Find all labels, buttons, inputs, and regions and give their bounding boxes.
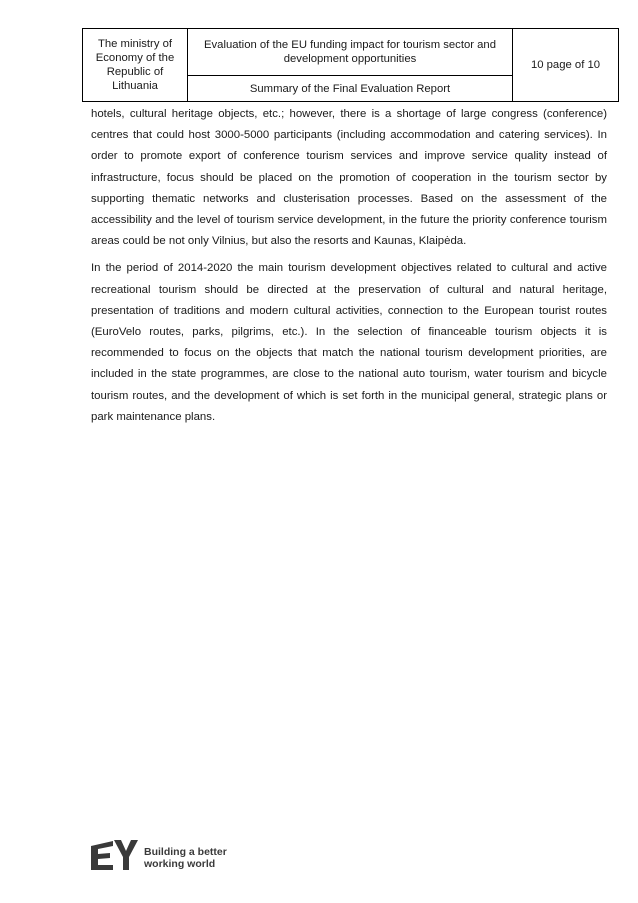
report-title: Evaluation of the EU funding impact for tourism sector and development opportunities <box>188 29 513 76</box>
ey-letter-y <box>114 840 138 870</box>
paragraph: hotels, cultural heritage objects, etc.; however, there is a shortage of large congress (conference) centres that could host 3000-5000 participants (including accommodation and catering services). In order to promote export of conference tourism services and improve service quality instead of infrastructure, focus should be placed on the promotion of cooperation in the tourism sector by supporting thematic networks and clusterisation processes. Based on the assessment of the accessibility and the level of tourism service development, in the future the priority conference tourism areas could be not only Vilnius, but also the resorts and Kaunas, Klaipėda. <box>91 108 607 248</box>
report-subtitle: Summary of the Final Evaluation Report <box>188 76 513 102</box>
tagline-line1: Building a better <box>144 846 227 858</box>
paragraph: In the period of 2014-2020 the main tourism development objectives related to cultural and active recreational tourism should be directed at the preservation of cultural and natural heritage, presentation of traditions and modern cultural activities, connection to the European tourist routes (EuroVelo routes, parks, pilgrims, etc.). In the selection of financeable tourism objects it is recommended to focus on the objects that match the national tourism development priorities, are included in the state programmes, are close to the national auto tourism, water tourism and bicycle tourism routes, and the development of which is set forth in the municipal general, strategic plans or park maintenance plans. <box>91 262 607 423</box>
tagline-line2: working world <box>144 858 216 870</box>
ey-mark <box>91 840 138 870</box>
document-body <box>91 104 607 434</box>
ey-logo <box>91 836 231 872</box>
ministry-name: The ministry of Economy of the Republic of Lithuania <box>83 29 188 102</box>
page-number: 10 page of 10 <box>513 29 619 102</box>
document-header-table <box>82 28 619 102</box>
ey-letter-e <box>91 841 113 870</box>
